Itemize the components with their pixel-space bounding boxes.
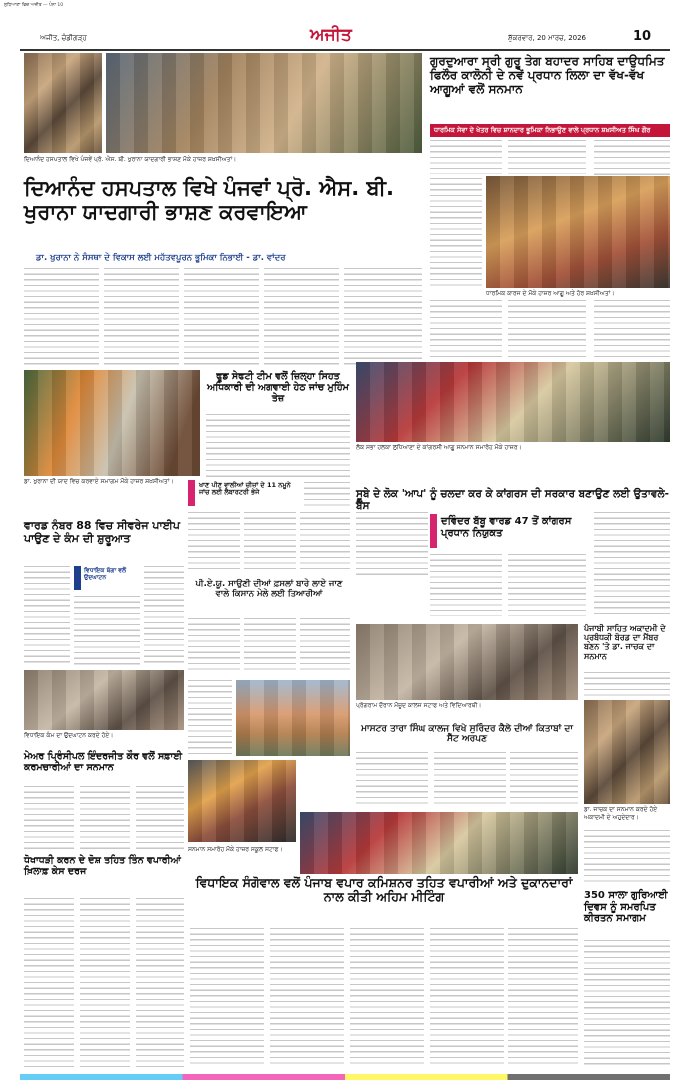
- lead-photo-group: [106, 53, 422, 153]
- lead-body-col-4: [264, 268, 339, 368]
- ward88-photo: [24, 670, 184, 730]
- trade-body-col-5: [508, 928, 578, 1068]
- crowd-photo: [300, 812, 578, 874]
- principal-body-col-1: [24, 786, 74, 850]
- principal-photo-caption: ਸਨਮਾਨ ਸਮਾਰੋਹ ਮੌਕੇ ਹਾਜ਼ਰ ਸਕੂਲ ਸਟਾਫ।: [188, 846, 283, 853]
- lead-photo-caption: ਦਿਆਨੰਦ ਹਸਪਤਾਲ ਵਿਖੇ ਪੰਜਵੇਂ ਪ੍ਰੋ. ਐਸ. ਬੀ. ਖੁਰਾਨਾ ਯਾਦਗਾਰੀ ਭਾਸ਼ਣ ਮੌਕੇ ਹਾਜ਼ਰ ਸ਼ਖ਼ਸੀਅਤਾਂ।: [24, 156, 237, 163]
- trade-body-col-2: [270, 928, 344, 1068]
- food-safety-photo-caption: ਡਾ. ਖੁਰਾਨਾ ਦੀ ਯਾਦ ਵਿਚ ਕਰਵਾਏ ਸਮਾਗਮ ਮੌਕੇ ਹਾਜ਼ਰ ਸ਼ਖ਼ਸੀਅਤਾਂ।: [24, 478, 174, 485]
- academy-photo-caption: ਡਾ. ਜਾਚਕ ਦਾ ਸਨਮਾਨ ਕਰਦੇ ਹੋਏ ਅਕਾਦਮੀ ਦੇ ਅਹੁਦੇਦਾਰ।: [584, 806, 658, 821]
- fraud-body-col-3: [136, 898, 184, 1068]
- trade-headline: ਵਿਧਾਇਕ ਸੰਗੋਵਾਲ ਵਲੋਂ ਪੰਜਾਬ ਵਪਾਰ ਕਮਿਸ਼ਨਰ ਤਹਿਤ ਵਪਾਰੀਆਂ ਅਤੇ ਦੁਕਾਨਦਾਰਾਂ ਨਾਲ ਕੀਤੀ ਅਹਿਮ ਮੀਟਿੰਗ: [195, 875, 573, 905]
- food-safety-photo: [24, 370, 200, 476]
- food-safety-body-col-1: [304, 482, 350, 506]
- gurdwara-headline: ਗੁਰਦੁਆਰਾ ਸ੍ਰੀ ਗੁਰੂ ਤੇਗ ਬਹਾਦਰ ਸਾਹਿਬ ਦਾਉਧਮਿਤ ਫਿਲੌਰ ਕਾਲੋਨੀ ਦੇ ਨਵੇਂ ਪ੍ਰਧਾਨ ਲਿਲਾ ਦਾ ਵੱਖ-ਵੱਖ ਆਗੂਆਂ ਵਲੋਂ ਸਨਮਾਨ: [430, 54, 665, 96]
- gurdwara-body-col-2: [508, 140, 586, 174]
- gurdwara-banner: ਧਾਰਮਿਕ ਸੇਵਾ ਦੇ ਖੇਤਰ ਵਿਚ ਸ਼ਾਨਦਾਰ ਭੂਮਿਕਾ ਨਿਭਾਉਣ ਵਾਲੇ ਪ੍ਰਧਾਨ ਸ਼ਖ਼ਸੀਅਤ ਸਿੰਘ ਗੌਰ: [430, 124, 670, 137]
- gurdwara-photo: [486, 176, 670, 288]
- ward88-body-col-3: [144, 566, 184, 666]
- principal-body-col-2: [80, 786, 130, 850]
- fraud-headline: ਧੋਖਾਧੜੀ ਕਰਨ ਦੇ ਦੋਸ਼ ਤਹਿਤ ਤਿੰਨ ਵਪਾਰੀਆਂ ਖ਼ਿਲਾਫ਼ ਕੇਸ ਦਰਜ: [24, 855, 181, 877]
- masthead-paper-name: ਅਜੀਤ: [310, 25, 352, 45]
- lead-body-col-1: [24, 268, 99, 368]
- lead-subhead: ਡਾ. ਖੁਰਾਨਾ ਨੇ ਸੰਸਥਾ ਦੇ ਵਿਕਾਸ ਲਈ ਮਹੱਤਵਪੂਰਨ ਭੂਮਿਕਾ ਨਿਭਾਈ - ਡਾ. ਵਾਂਦਰ: [36, 253, 286, 263]
- aap-photo: [356, 362, 670, 442]
- food-safety-body-top: [206, 414, 350, 478]
- gurdwara-photo-caption: ਧਾਰਮਿਕ ਕਾਰਜ ਦੇ ਮੌਕੇ ਹਾਜ਼ਰ ਆਗੂ ਅਤੇ ਹੋਰ ਸ਼ਖ਼ਸੀਅਤਾਂ।: [486, 290, 615, 297]
- lead-body-col-5: [344, 268, 422, 368]
- academy-photo: [584, 700, 670, 804]
- mid-body-col-2: [244, 512, 296, 570]
- college-body-col-3: [510, 752, 578, 808]
- ward47-body-col-2: [430, 554, 502, 616]
- lead-body-col-2: [104, 268, 179, 368]
- principal-headline: ਮੇਅਰ ਪ੍ਰਿੰਸੀਪਲ ਇੰਦਰਜੀਤ ਕੌਰ ਵਲੋਂ ਸਫ਼ਾਈ ਕਰਮਚਾਰੀਆਂ ਦਾ ਸਨਮਾਨ: [24, 751, 183, 773]
- academy-body-col-2: [584, 830, 670, 884]
- college-headline: ਮਾਸਟਰ ਤਾਰਾ ਸਿੰਘ ਕਾਲਜ ਵਿਖੇ ਸੁਰਿੰਦਰ ਕੈਲੇ ਦੀਆਂ ਕਿਤਾਬਾਂ ਦਾ ਸੈੱਟ ਅਰਪਣ: [361, 724, 573, 745]
- ward88-body-col-1: [24, 566, 70, 666]
- masthead-city: ਅਜੀਤ, ਚੰਡੀਗੜ੍ਹ: [40, 34, 87, 42]
- pu-body-col-2: [244, 618, 296, 672]
- college-body-col-1: [356, 752, 428, 808]
- principal-photo: [188, 760, 296, 842]
- ward47-callout: ਦਵਿੰਦਰ ਬੱਬੂ ਵਾਰਡ 47 ਤੋਂ ਕਾਂਗਰਸ ਪ੍ਰਧਾਨ ਨਿਯੁਕਤ: [430, 514, 580, 548]
- kirtan-body: [584, 940, 670, 1068]
- mid-body-col-3: [300, 512, 350, 570]
- academy-headline: ਪੰਜਾਬੀ ਸਾਹਿਤ ਅਕਾਦਮੀ ਦੇ ਪ੍ਰਬੰਧਕੀ ਬੋਰਡ ਦਾ ਮੈਂਬਰ ਬਣਨ 'ਤੇ ਡਾ. ਜਾਚਕ ਦਾ ਸਨਮਾਨ: [584, 624, 666, 661]
- lead-headline: ਦਿਆਨੰਦ ਹਸਪਤਾਲ ਵਿਖੇ ਪੰਜਵਾਂ ਪ੍ਰੋ. ਐਸ. ਬੀ. ਖੁਰਾਨਾ ਯਾਦਗਾਰੀ ਭਾਸ਼ਣ ਕਰਵਾਇਆ: [24, 176, 394, 225]
- trade-body-col-3: [350, 928, 424, 1068]
- ward47-body-col-1: [356, 512, 428, 576]
- kirtan-headline: 350 ਸਾਲਾ ਗੁਰਿਆਈ ਦਿਵਸ ਨੂੰ ਸਮਰਪਿਤ ਕੀਰਤਨ ਸਮਾਗਮ: [584, 890, 668, 924]
- trade-body-col-1: [190, 928, 264, 1068]
- aap-photo-caption: ਲੋਕ ਸਭਾ ਹਲਕਾ ਲੁਧਿਆਣਾ ਦੇ ਕਾਂਗਰਸੀ ਆਗੂ ਸਨਮਾਨ ਸਮਾਰੋਹ ਮੌਕੇ ਹਾਜ਼ਰ।: [356, 444, 522, 451]
- gurdwara-body-lower-3: [594, 300, 670, 358]
- ward47-body-col-4: [594, 512, 670, 616]
- ward88-photo-caption: ਵਿਧਾਇਕ ਕੰਮ ਦਾ ਉਦਘਾਟਨ ਕਰਦੇ ਹੋਏ।: [24, 732, 114, 739]
- college-photo-caption: ਪ੍ਰੋਗਰਾਮ ਦੌਰਾਨ ਮੌਜੂਦ ਕਾਲਜ ਸਟਾਫ ਅਤੇ ਵਿਦਿਆਰਥੀ।: [356, 702, 482, 709]
- lead-photo-speaker: [24, 53, 102, 153]
- ward88-callout: ਵਿਧਾਇਕ ਬੱਗਾ ਵਲੋਂ ਉਦਘਾਟਨ: [74, 566, 140, 590]
- pu-headline: ਪੀ.ਏ.ਯੂ. ਸਾਉਣੀ ਦੀਆਂ ਫ਼ਸਲਾਂ ਬਾਰੇ ਲਾਏ ਜਾਣ ਵਾਲੇ ਕਿਸਾਨ ਮੇਲੇ ਲਈ ਤਿਆਰੀਆਂ: [195, 579, 343, 599]
- print-slug: ਲੁਧਿਆਣਾ ਵਿਚ ਅਜੀਤ — ਪੰਨਾ 10: [4, 3, 64, 8]
- aap-headline: ਸੂਬੇ ਦੇ ਲੋਕ 'ਆਪ' ਨੂੰ ਚਲਦਾ ਕਰ ਕੇ ਕਾਂਗਰਸ ਦੀ ਸਰਕਾਰ ਬਣਾਉਣ ਲਈ ਉਤਾਵਲੇ-ਬੈਂਸ: [356, 488, 669, 513]
- pu-body-col-3: [300, 618, 350, 672]
- ward88-headline: ਵਾਰਡ ਨੰਬਰ 88 ਵਿਚ ਸੀਵਰੇਜ ਪਾਈਪ ਪਾਉਣ ਦੇ ਕੰਮ ਦੀ ਸ਼ੁਰੂਆਤ: [24, 519, 180, 545]
- ward88-body-col-2: [74, 596, 140, 666]
- trade-body-col-4: [430, 928, 504, 1068]
- lead-body-col-3: [184, 268, 259, 368]
- gurdwara-body-col-left: [430, 178, 482, 288]
- principal-body-col-3: [136, 786, 184, 850]
- pu-photo: [236, 680, 350, 756]
- academy-body-col-1: [584, 672, 670, 698]
- gurdwara-body-lower-1: [430, 300, 502, 358]
- fraud-body-col-1: [24, 898, 74, 1068]
- mid-body-col-1: [188, 512, 240, 570]
- pu-body-col-left: [188, 680, 232, 756]
- masthead-rule: [20, 49, 670, 51]
- college-body-col-2: [434, 752, 506, 808]
- masthead-date: ਸ਼ੁੱਕਰਵਾਰ, 20 ਮਾਰਚ, 2026: [508, 34, 587, 42]
- college-photo: [356, 624, 578, 700]
- ward47-body-col-3: [508, 554, 586, 616]
- food-safety-callout: ਖਾਣ ਪੀਣ ਵਾਲੀਆਂ ਚੀਜ਼ਾਂ ਦੇ 11 ਨਮੂਨੇ ਜਾਂਚ ਲਈ ਲੈਬਾਰਟਰੀ ਭੇਜੇ: [188, 480, 298, 506]
- gurdwara-body-col-1: [430, 140, 502, 174]
- registration-strip: [20, 1074, 670, 1080]
- gurdwara-body-lower-2: [508, 300, 586, 358]
- pu-body-col-1: [188, 618, 240, 672]
- food-safety-headline: ਫੂਡ ਸੇਫਟੀ ਟੀਮ ਵਲੋਂ ਜ਼ਿਲ੍ਹਾ ਸਿਹਤ ਅਧਿਕਾਰੀ ਦੀ ਅਗਵਾਈ ਹੇਠ ਜਾਂਚ ਮੁਹਿੰਮ ਤੇਜ਼: [207, 371, 349, 404]
- page-number: 10: [633, 29, 652, 44]
- fraud-body-col-2: [80, 898, 130, 1068]
